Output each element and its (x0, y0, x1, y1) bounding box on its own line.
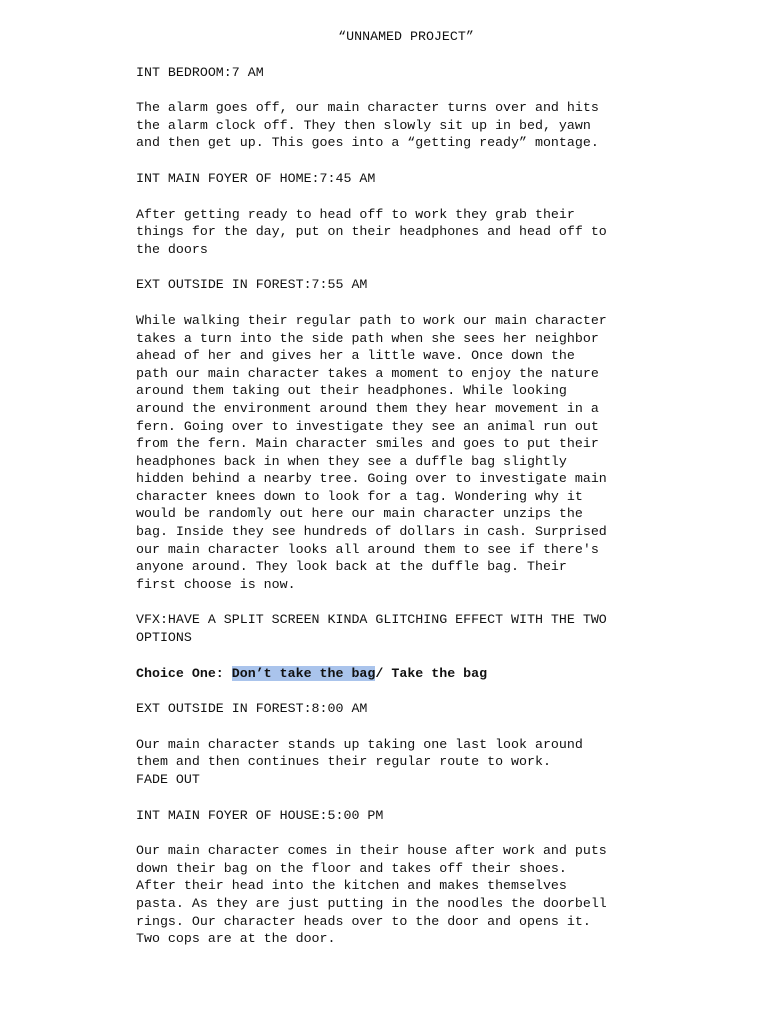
scene-action-4: Our main character stands up taking one last look around them and then continues their regular route to work. FADE OUT (136, 736, 583, 787)
vfx-note: VFX:HAVE A SPLIT SCREEN KINDA GLITCHING EFFECT WITH THE TWO OPTIONS (136, 612, 607, 646)
scene-heading-5: INT MAIN FOYER OF HOUSE:5:00 PM (136, 807, 384, 823)
scene-heading-3: EXT OUTSIDE IN FOREST:7:55 AM (136, 277, 368, 293)
scene-action-2: After getting ready to head off to work they grab their things for the day, put on their headphones and head off to the doors (136, 206, 607, 257)
choice-line (136, 665, 684, 683)
scene-heading-4: EXT OUTSIDE IN FOREST:8:00 AM (136, 701, 368, 717)
choice-prefix: Choice One: (136, 665, 232, 681)
page-title: “UNNAMED PROJECT” (338, 29, 474, 44)
selected-text-highlight[interactable]: Don’t take the bag (231, 665, 376, 681)
screenplay-page (136, 28, 684, 966)
scene-action-1: The alarm goes off, our main character turns over and hits the alarm clock off. They then slowly sit up in bed, yawn and then get up. This goes into a “getting ready” montage. (136, 100, 599, 151)
choice-other-option[interactable]: Take the bag (383, 665, 488, 681)
scene-action-3: While walking their regular path to work our main character takes a turn into the side path when she sees her neighbor ahead of her and gives her a little wave. Once down the path our main character takes a moment to enjoy the nature around them taking out their headphones. While looking around the environment around them they hear movement in a fern. Going over to investigate they see an animal run out from the fern. Main character smiles and goes to put their headphones back in when they see a duffle bag slightly hidden behind a nearby tree. Going over to investigate main character knees down to look for a tag. Wondering why it would be randomly out here our main character unzips the bag. Inside they see hundreds of dollars in cash. Surprised our main character looks all around them to see if there's anyone around. They look back at the duffle bag. Their first choose is now. (136, 312, 607, 592)
scene-action-5: Our main character comes in their house after work and puts down their bag on the floor and takes off their shoes. After their head into the kitchen and makes themselves pasta. As they are just putting in the noodles the doorbell rings. Our character heads over to the door and opens it. Two cops are at the door. (136, 843, 607, 947)
scene-heading-2: INT MAIN FOYER OF HOME:7:45 AM (136, 170, 376, 186)
choice-separator: / (375, 665, 384, 681)
scene-heading-1: INT BEDROOM:7 AM (136, 64, 264, 80)
